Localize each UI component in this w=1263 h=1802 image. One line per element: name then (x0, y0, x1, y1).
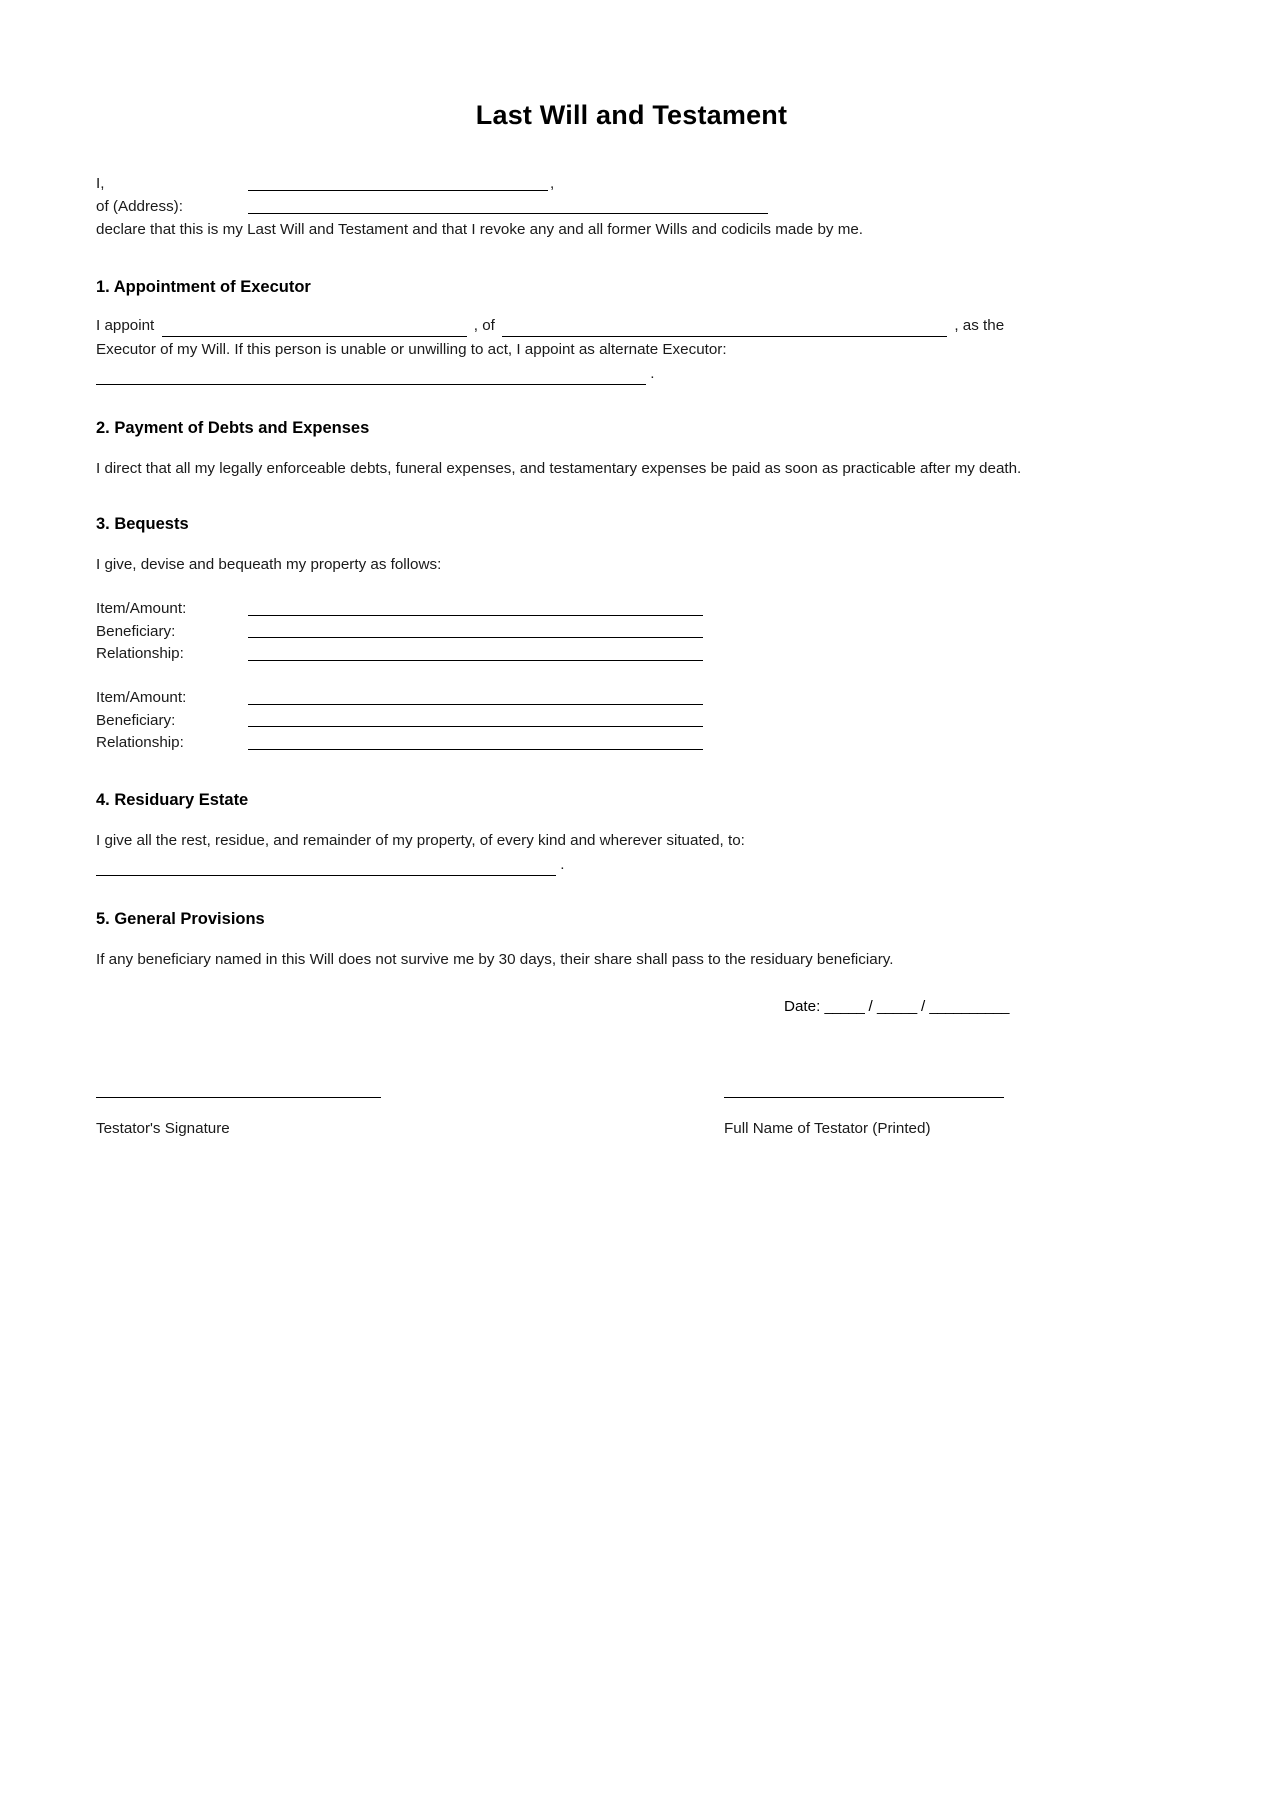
date-year-blank[interactable]: __________ (929, 998, 1009, 1015)
bequest-relationship-label: Relationship: (96, 734, 184, 751)
bequest-entry-2 (96, 686, 796, 754)
section-3-intro: I give, devise and bequeath my property as follows: (96, 556, 442, 573)
bequest-beneficiary-label: Beneficiary: (96, 711, 176, 729)
date-day-blank[interactable]: _____ (824, 998, 865, 1015)
bequest-relationship-row (96, 642, 796, 665)
section-1-alternate-text: Executor of my Will. If this person is unable or unwilling to act, I appoint as alternate Executor: (96, 341, 727, 358)
bequest-entry-1 (96, 597, 796, 665)
testator-printed-name-line[interactable] (724, 1097, 1004, 1098)
testator-signature-line[interactable] (96, 1097, 381, 1098)
bequest-beneficiary-blank[interactable] (248, 726, 703, 727)
section-1-alternate-row (96, 362, 654, 385)
executor-address-blank[interactable] (502, 336, 947, 337)
executor-name-blank[interactable] (162, 336, 467, 337)
section-1-appoint-suffix: , as the (954, 317, 1005, 334)
testator-address-blank[interactable] (248, 213, 768, 214)
bequest-item-row (96, 597, 796, 620)
alternate-executor-blank[interactable] (96, 384, 646, 385)
section-4-heading: 4. Residuary Estate (96, 791, 249, 809)
bequest-beneficiary-blank[interactable] (248, 637, 703, 638)
section-5-body: If any beneficiary named in this Will does not survive me by 30 days, their share shall pass to the residuary beneficiary. (96, 951, 894, 968)
bequest-item-label: Item/Amount: (96, 600, 187, 617)
date-month-blank[interactable]: _____ (876, 998, 917, 1015)
testator-header-block (96, 172, 1096, 218)
date-separator-1: / (868, 998, 873, 1015)
bequest-relationship-label: Relationship: (96, 645, 184, 662)
testator-name-label: I, (96, 175, 105, 192)
testator-printed-name-caption: Full Name of Testator (Printed) (724, 1120, 931, 1137)
section-1-heading: 1. Appointment of Executor (96, 278, 311, 296)
bequest-relationship-row (96, 731, 796, 754)
bequest-beneficiary-label: Beneficiary: (96, 622, 176, 640)
bequest-item-row (96, 686, 796, 709)
section-1-appoint-row (96, 314, 1004, 337)
bequest-relationship-blank[interactable] (248, 749, 703, 750)
section-4-blank-row (96, 853, 564, 876)
bequest-relationship-blank[interactable] (248, 660, 703, 661)
bequest-item-blank[interactable] (248, 704, 703, 705)
bequest-item-blank[interactable] (248, 615, 703, 616)
section-4-period: . (560, 856, 565, 873)
section-1-appoint-mid: , of (473, 317, 495, 334)
bequest-item-label: Item/Amount: (96, 689, 187, 706)
testator-name-blank[interactable] (248, 190, 548, 191)
testator-address-row (96, 195, 1096, 218)
bequest-beneficiary-row (96, 620, 796, 643)
date-separator-2: / (920, 998, 926, 1015)
section-1-appoint-prefix: I appoint (96, 317, 155, 334)
date-line (784, 998, 1009, 1015)
page-title: Last Will and Testament (475, 100, 788, 130)
section-5-heading: 5. General Provisions (96, 910, 265, 928)
section-3-heading: 3. Bequests (96, 515, 189, 533)
date-label: Date: (784, 998, 821, 1015)
section-1-period: . (650, 365, 655, 382)
bequest-beneficiary-row (96, 709, 796, 732)
testator-address-label: of (Address): (96, 198, 183, 215)
residuary-beneficiary-blank[interactable] (96, 875, 556, 876)
testator-name-row (96, 172, 1096, 195)
section-2-body: I direct that all my legally enforceable debts, funeral expenses, and testamentary expenses be paid as soon as practicable after my death. (96, 460, 1022, 477)
section-4-body: I give all the rest, residue, and remainder of my property, of every kind and wherever situated, to: (96, 832, 745, 849)
testator-signature-caption: Testator's Signature (96, 1120, 230, 1137)
testator-name-comma: , (550, 175, 555, 192)
declaration-text: declare that this is my Last Will and Testament and that I revoke any and all former Wills and codicils made by me. (96, 221, 864, 238)
section-2-heading: 2. Payment of Debts and Expenses (96, 419, 370, 437)
